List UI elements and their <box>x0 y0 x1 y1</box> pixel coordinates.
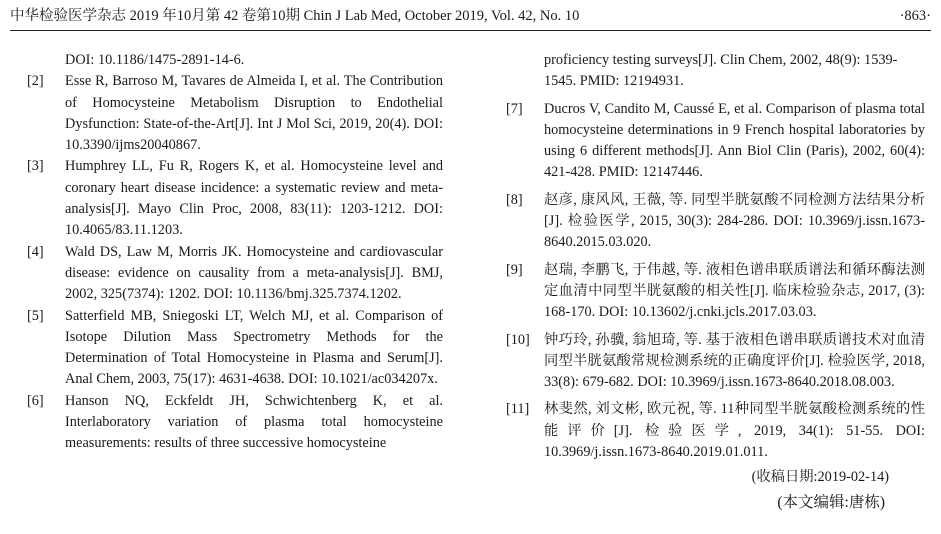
reference-text: 林斐然, 刘文彬, 欧元祝, 等. 11种同型半胱氨酸检测系统的性能评价[J]. 检验医学, 2019, 34(1): 51-55. DOI: 10.3969/j.issn.1673-8640.2019.01.011. <box>544 401 925 461</box>
reference-item <box>27 306 443 391</box>
page-number: ·863· <box>899 8 931 24</box>
reference-item <box>506 99 925 184</box>
reference-text: 钟巧玲, 孙骥, 翁旭琦, 等. 基于液相色谱串联质谱技术对血清同型半胱氨酸常规检测系统的正确度评价[J]. 检验医学, 2018, 33(8): 679-682. DOI: 10.3969/j.issn.1673-8640.2018.08.003. <box>544 331 925 391</box>
received-date: (收稿日期:2019-02-14) <box>751 469 889 486</box>
reference-text: Hanson NQ, Eckfeldt JH, Schwichtenberg K, et al. Interlaboratory variation of plasma total homocysteine measurements: results of three successive homocysteine <box>65 392 443 452</box>
left-column <box>27 50 443 455</box>
reference-number: [11] <box>506 401 530 418</box>
reference-item <box>506 330 925 394</box>
journal-citation: 中华检验医学杂志 2019 年10月第 42 卷第10期 Chin J Lab Med, October 2019, Vol. 42, No. 10 <box>10 8 580 24</box>
right-column <box>506 50 925 516</box>
reference-number: [7] <box>506 100 523 117</box>
reference-number: [5] <box>27 307 44 324</box>
reference-text: Satterfield MB, Sniegoski LT, Welch MJ, et al. Comparison of Isotope Dilution Mass Spectrometry Methods for the Determination of Total Homocysteine in Plasma and Serum[J]. Anal Chem, 2003, 75(17): 4631-4638. DOI: 10.1021/ac034207x. <box>65 307 443 388</box>
reference-number: [2] <box>27 73 44 90</box>
reference-item <box>506 260 925 324</box>
reference-continuation: DOI: 10.1186/1475-2891-14-6. <box>65 52 245 68</box>
reference-item <box>27 71 443 156</box>
reference-number: [3] <box>27 158 44 175</box>
reference-item <box>506 190 925 254</box>
editor-note: (本文编辑:唐栋) <box>777 494 885 512</box>
reference-number: [9] <box>506 261 523 278</box>
running-header <box>10 4 931 30</box>
reference-text: Esse R, Barroso M, Tavares de Almeida I, et al. The Contribution of Homocysteine Metabolism Disruption to Endothelial Dysfunction: State-of-the-Art[J]. Int J Mol Sci, 2019, 20(4). DOI: 10.3390/ijms20040867. <box>65 73 443 154</box>
reference-text: Ducros V, Candito M, Caussé E, et al. Comparison of plasma total homocysteine determinations in 9 French hospital laboratories by using 6 different methods[J]. Ann Biol Clin (Paris), 2002, 60(4): 421-428. PMID: 12147446. <box>544 100 925 181</box>
reference-text: 赵瑞, 李鹏飞, 于伟越, 等. 液相色谱串联质谱法和循环酶法测定血清中同型半胱氨酸的相关性[J]. 临床检验杂志, 2017, (3): 168-170. DOI: 10.13602/j.cnki.jcls.2017.03.03. <box>544 261 925 321</box>
reference-text: 赵彦, 康风风, 王薇, 等. 同型半胱氨酸不同检测方法结果分析[J]. 检验医学, 2015, 30(3): 284-286. DOI: 10.3969/j.issn.1673-8640.2015.03.020. <box>544 191 925 251</box>
reference-text: Humphrey LL, Fu R, Rogers K, et al. Homocysteine level and coronary heart disease incidence: a systematic review and meta-analysis[J]. Mayo Clin Proc, 2008, 83(11): 1203-1212. DOI: 10.4065/83.11.1203. <box>65 158 443 239</box>
reference-item <box>27 391 443 455</box>
reference-item <box>506 399 925 463</box>
reference-item <box>27 156 443 241</box>
reference-continuation: proficiency testing surveys[J]. Clin Chem, 2002, 48(9): 1539-1545. PMID: 12194931. <box>544 52 898 90</box>
reference-number: [10] <box>506 331 530 348</box>
reference-number: [6] <box>27 392 44 409</box>
reference-item <box>27 242 443 306</box>
reference-number: [4] <box>27 243 44 260</box>
reference-number: [8] <box>506 191 523 208</box>
header-rule <box>10 30 931 31</box>
reference-text: Wald DS, Law M, Morris JK. Homocysteine and cardiovascular disease: evidence on causality from a meta-analysis[J]. BMJ, 2002, 325(7374): 1202. DOI: 10.1136/bmj.325.7374.1202. <box>65 243 443 303</box>
